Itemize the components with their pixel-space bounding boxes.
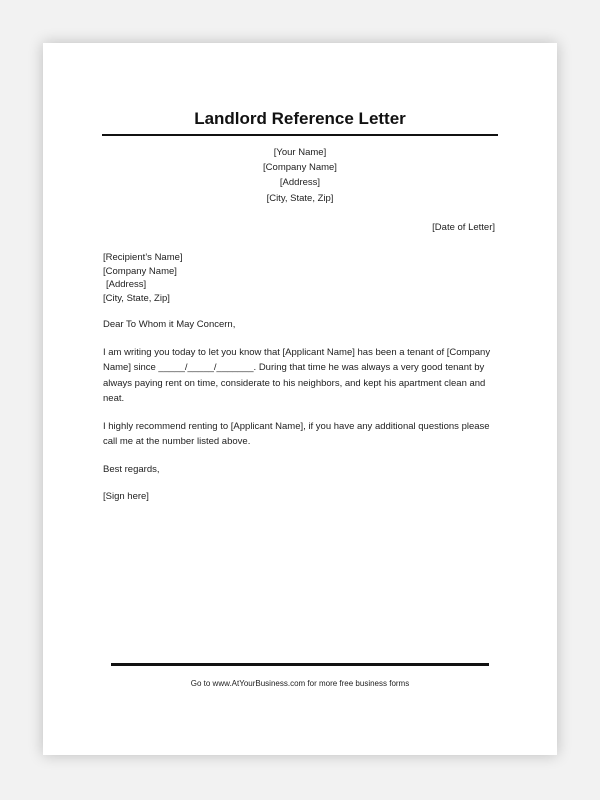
- signature-placeholder: [Sign here]: [103, 491, 149, 502]
- title-divider: [102, 134, 498, 136]
- recipient-address: [Address]: [106, 279, 147, 290]
- recipient-company: [Company Name]: [103, 265, 177, 277]
- letter-body: [103, 317, 499, 517]
- letter-date: [Date of Letter]: [432, 222, 495, 233]
- sender-company: [Company Name]: [263, 162, 337, 174]
- salutation: Dear To Whom it May Concern,: [103, 319, 236, 330]
- body-paragraph: I am writing you today to let you know that [Applicant Name] has been a tenant of [Company Name] since _____/_____/_______. During that time he was always a very good tenant by always paying rent on time, considerate to his neighbors, and kept his apartment clean and neat.: [103, 346, 491, 404]
- document-page: [43, 43, 557, 755]
- sender-name: [Your Name]: [273, 147, 327, 158]
- closing: Best regards,: [103, 463, 160, 475]
- sender-city: [City, State, Zip]: [266, 192, 334, 204]
- recipient-city: [City, State, Zip]: [103, 292, 170, 304]
- sender-address: [Address]: [279, 177, 321, 189]
- document-title: Landlord Reference Letter: [194, 109, 406, 128]
- body-paragraph: I highly recommend renting to [Applicant Name], if you have any additional questions please call me at the number listed above.: [103, 420, 490, 447]
- footer-divider: [111, 663, 489, 666]
- footer-note: Go to www.AtYourBusiness.com for more free business forms: [190, 679, 410, 688]
- recipient-name: [Recipient’s Name]: [103, 252, 183, 263]
- recipient-block: [103, 251, 183, 305]
- sender-block: [43, 145, 557, 206]
